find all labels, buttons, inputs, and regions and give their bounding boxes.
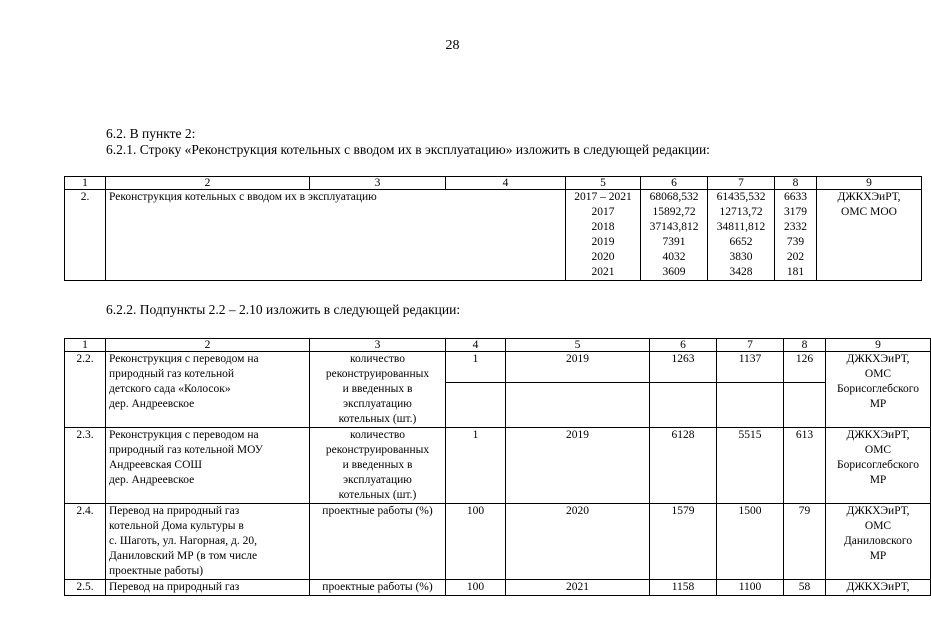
header-cell: 3: [310, 339, 446, 352]
row-name: Перевод на природный газ котельной Дома культуры в с. Шаготь, ул. Нагорная, д. 20, Даниловский МР (в том числе проектные работы): [106, 504, 310, 580]
row-year: 2020: [506, 504, 650, 580]
row-col8: 79: [784, 504, 826, 580]
row-indicator: количество реконструированных и введенных в эксплуатацию котельных (шт.): [310, 352, 446, 428]
col6-cell: 68068,532 15892,72 37143,812 7391 4032 3609: [641, 190, 708, 281]
row-col8: 613: [784, 428, 826, 504]
years-cell: 2017 – 2021 2017 2018 2019 2020 2021: [566, 190, 641, 281]
empty-cell: [717, 382, 784, 427]
table-2: [64, 338, 931, 596]
row-name: Реконструкция котельных с вводом их в эксплуатацию: [106, 190, 566, 281]
row-name: Перевод на природный газ: [106, 580, 310, 596]
table-2-header: [65, 339, 931, 352]
row-executor: ДЖКХЭиРТ, ОМС Даниловского МР: [826, 504, 931, 580]
header-cell: 8: [775, 177, 817, 190]
header-cell: 4: [446, 177, 566, 190]
row-executor: ДЖКХЭиРТ,: [826, 580, 931, 596]
row-col7: 1137: [717, 352, 784, 383]
row-indicator: количество реконструированных и введенных в эксплуатацию котельных (шт.): [310, 428, 446, 504]
table-row: [65, 190, 922, 281]
row-value: 1: [446, 352, 506, 383]
row-value: 1: [446, 428, 506, 504]
header-cell: 7: [708, 177, 775, 190]
row-value: 100: [446, 504, 506, 580]
instruction-1: 6.2.1. Строку «Реконструкция котельных с вводом их в эксплуатацию» изложить в следующей редакции:: [106, 142, 710, 157]
row-number: 2.2.: [65, 352, 106, 428]
executor-cell: ДЖКХЭиРТ, ОМС МОО: [817, 190, 922, 281]
col8-cell: 6633 3179 2332 739 202 181: [775, 190, 817, 281]
row-name: Реконструкция с переводом на природный газ котельной детского сада «Колосок» дер. Андреевское: [106, 352, 310, 428]
header-cell: 1: [65, 177, 106, 190]
row-col6: 6128: [650, 428, 717, 504]
header-cell: 6: [641, 177, 708, 190]
table-1: [64, 176, 922, 281]
empty-cell: [650, 382, 717, 427]
row-col7: 1100: [717, 580, 784, 596]
header-cell: 9: [817, 177, 922, 190]
row-number: 2.5.: [65, 580, 106, 596]
row-indicator: проектные работы (%): [310, 580, 446, 596]
row-value: 100: [446, 580, 506, 596]
row-col7: 1500: [717, 504, 784, 580]
row-col6: 1158: [650, 580, 717, 596]
empty-cell: [784, 382, 826, 427]
row-number: 2.4.: [65, 504, 106, 580]
section-heading: 6.2. В пункте 2:: [106, 126, 196, 141]
header-cell: 3: [310, 177, 446, 190]
table-row: [65, 428, 931, 504]
header-cell: 9: [826, 339, 931, 352]
header-cell: 4: [446, 339, 506, 352]
header-cell: 5: [506, 339, 650, 352]
row-year: 2019: [506, 352, 650, 383]
table-1-header: [65, 177, 922, 190]
table-row: [65, 352, 931, 383]
page-number: 28: [445, 38, 460, 53]
header-cell: 1: [65, 339, 106, 352]
header-cell: 5: [566, 177, 641, 190]
table-row: [65, 504, 931, 580]
instruction-2: 6.2.2. Подпункты 2.2 – 2.10 изложить в следующей редакции:: [106, 302, 461, 317]
empty-cell: [506, 382, 650, 427]
header-cell: 6: [650, 339, 717, 352]
header-cell: 7: [717, 339, 784, 352]
col7-cell: 61435,532 12713,72 34811,812 6652 3830 3428: [708, 190, 775, 281]
row-indicator: проектные работы (%): [310, 504, 446, 580]
row-col6: 1579: [650, 504, 717, 580]
row-year: 2021: [506, 580, 650, 596]
row-executor: ДЖКХЭиРТ, ОМС Борисоглебского МР: [826, 428, 931, 504]
row-col6: 1263: [650, 352, 717, 383]
header-cell: 2: [106, 177, 310, 190]
row-col7: 5515: [717, 428, 784, 504]
header-cell: 2: [106, 339, 310, 352]
row-col8: 126: [784, 352, 826, 383]
empty-cell: [446, 382, 506, 427]
row-col8: 58: [784, 580, 826, 596]
row-number: 2.3.: [65, 428, 106, 504]
row-name: Реконструкция с переводом на природный газ котельной МОУ Андреевская СОШ дер. Андреевское: [106, 428, 310, 504]
row-number: 2.: [65, 190, 106, 281]
row-year: 2019: [506, 428, 650, 504]
table-row: [65, 580, 931, 596]
header-cell: 8: [784, 339, 826, 352]
row-executor: ДЖКХЭиРТ, ОМС Борисоглебского МР: [826, 352, 931, 428]
